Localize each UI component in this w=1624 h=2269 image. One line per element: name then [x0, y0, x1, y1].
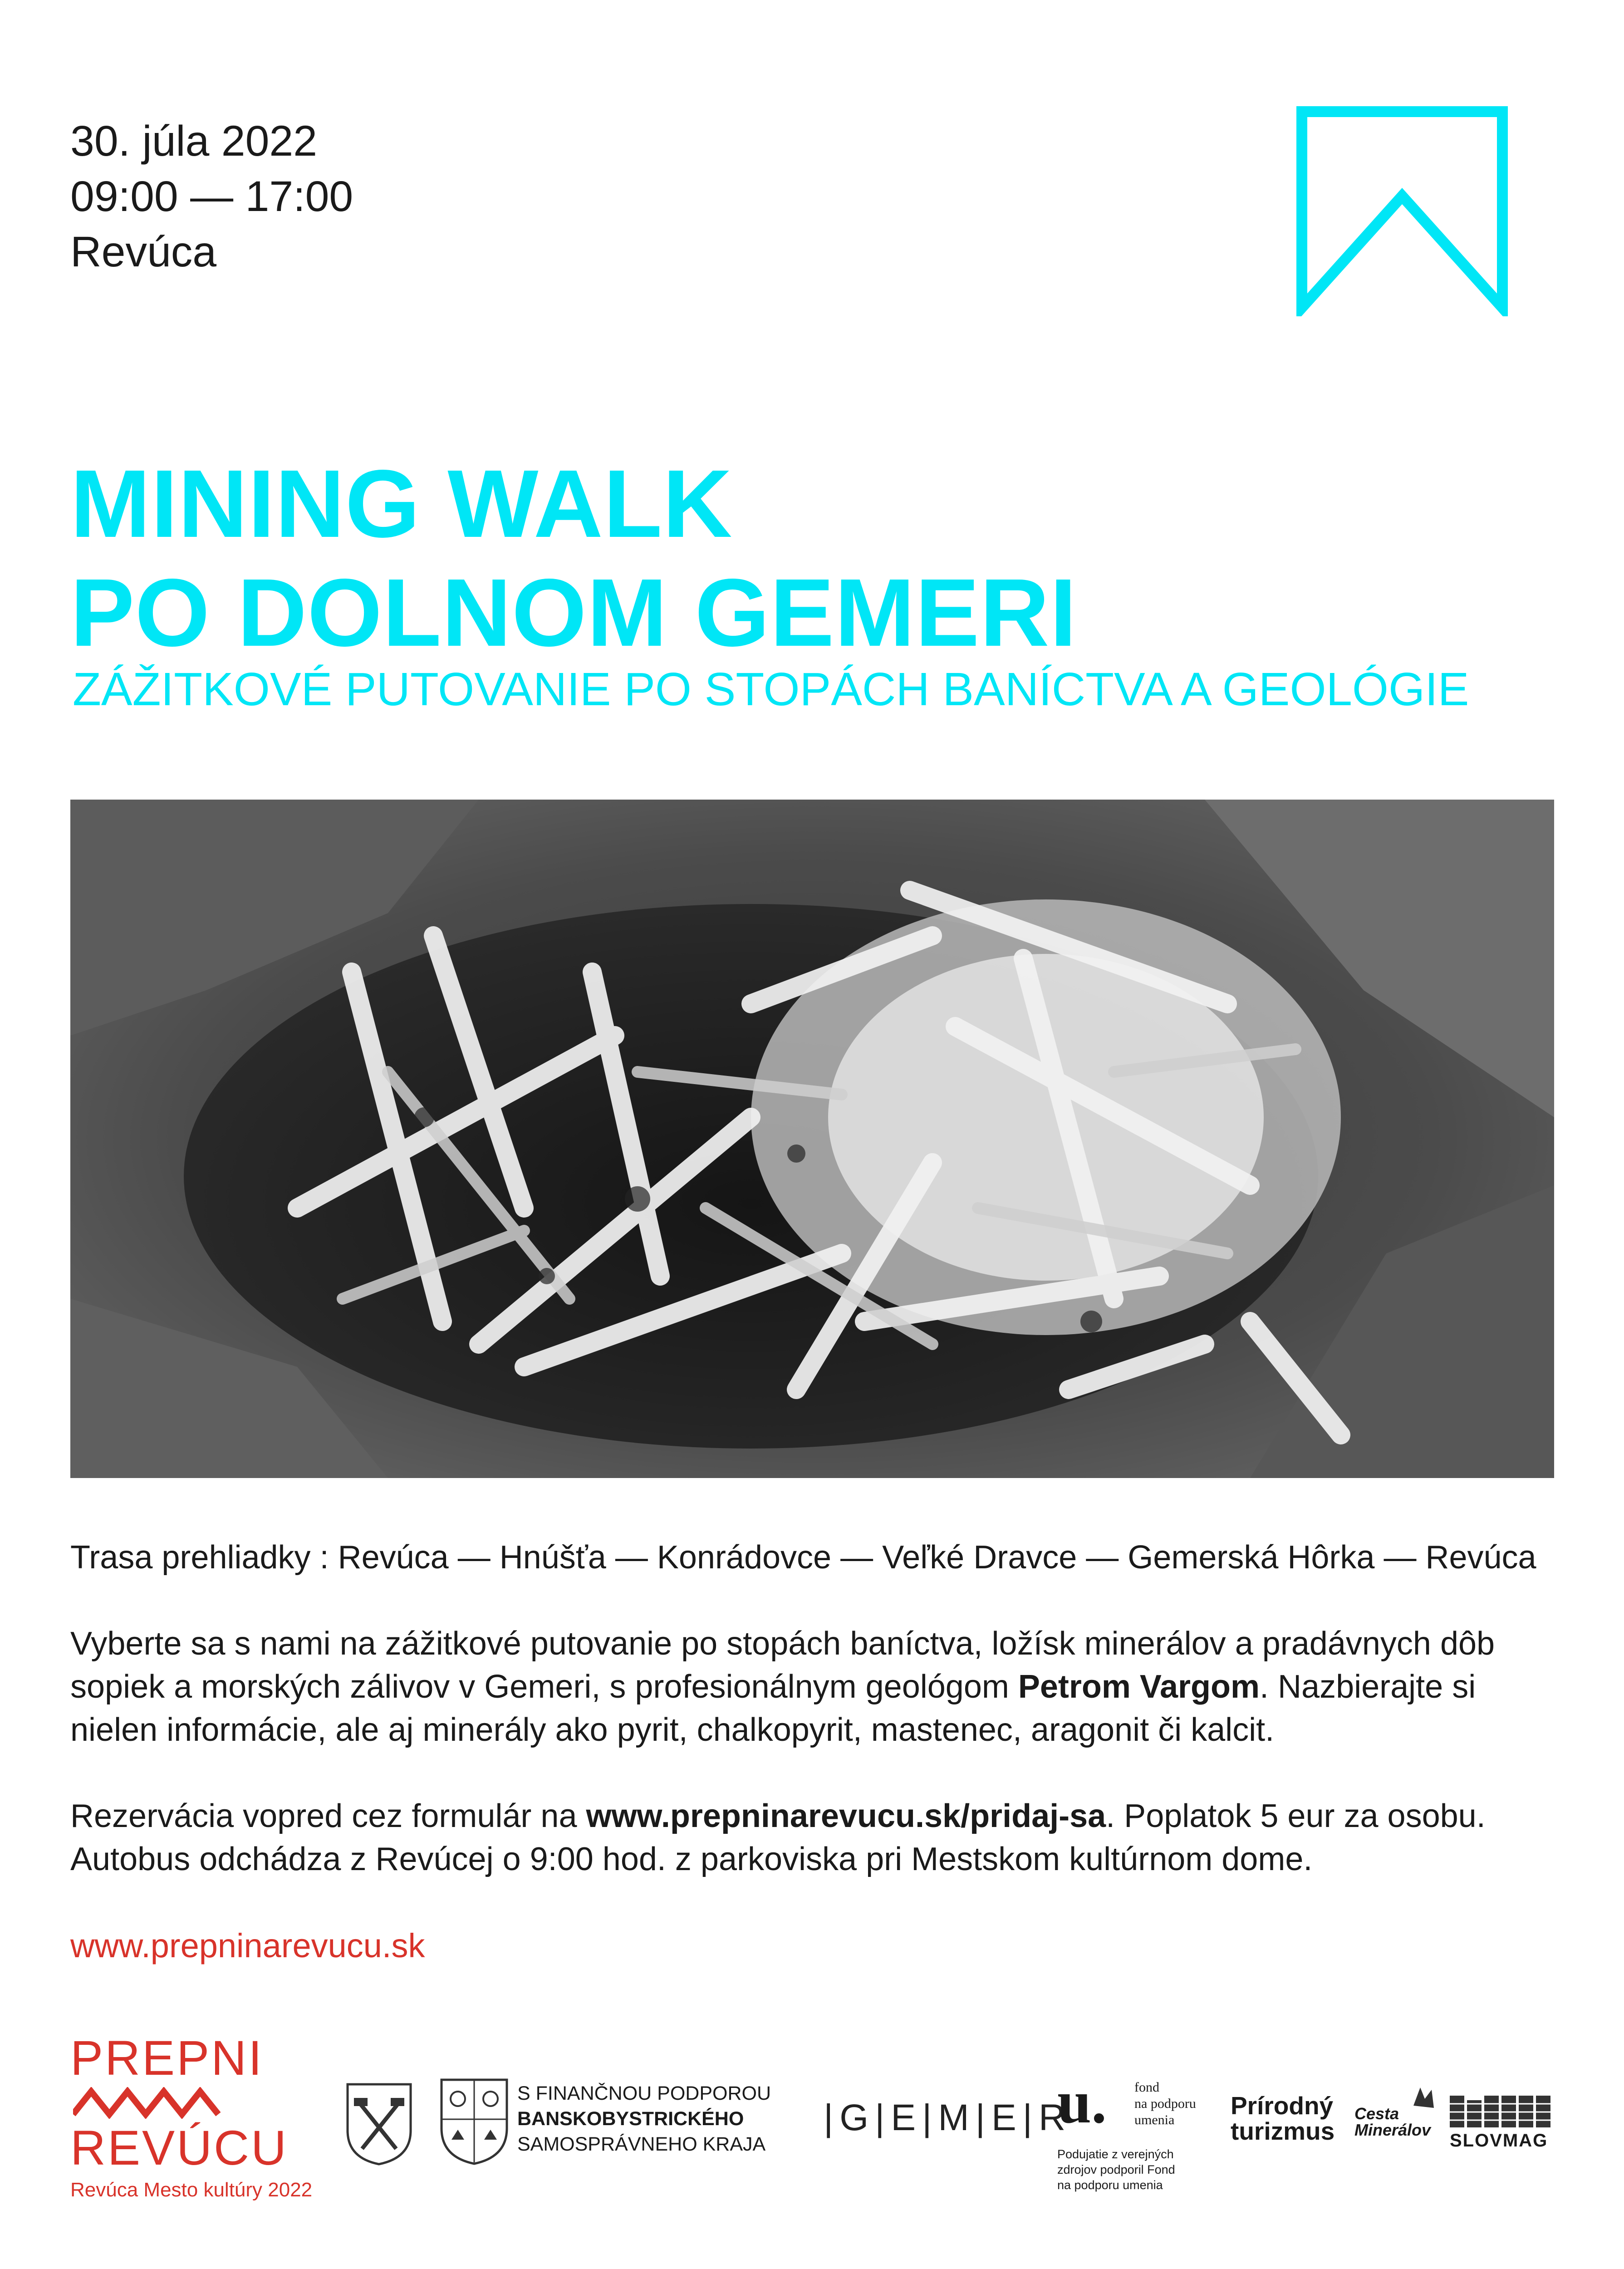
reservation-link[interactable]: www.prepninarevucu.sk/pridaj-sa [586, 1798, 1106, 1834]
fpu-text [1134, 2079, 1196, 2128]
gemer-logo: |G|E|M|E|R [824, 2097, 1072, 2138]
prirodny-turizmus-logo [1231, 2093, 1335, 2144]
fpu-note [1057, 2146, 1175, 2193]
route-text: Trasa prehliadky : Revúca — Hnúšťa — Konrádovce — Veľké Dravce — Gemerská Hôrka — Revúca [70, 1539, 1536, 1576]
event-description [70, 1536, 1559, 1924]
slovmag-text: SLOVMAG [1450, 2131, 1548, 2151]
description-text-b: . Nazbierajte si nielen informácie, ale aj minerály ako pyrit, chalkopyrit, mastenec, aragonit či kalcit. [70, 1669, 1476, 1748]
prepni-line1: PREPNI [70, 2030, 264, 2085]
event-time: 09:00 — 17:00 [70, 172, 353, 221]
event-meta [70, 113, 353, 280]
bookmark-logo-icon [1295, 105, 1509, 316]
event-subtitle: ZÁŽITKOVÉ PUTOVANIE PO STOPÁCH BANÍCTVA A GEOLÓGIE [73, 663, 1469, 715]
fpu-note1: Podujatie z verejných [1057, 2147, 1174, 2161]
fpu-note3: na podporu umenia [1057, 2178, 1163, 2192]
description-text-a: Vyberte sa s nami na zážitkové putovanie po stopách baníctva, ložísk minerálov a pradávnych dôb sopiek a morských zálivov v Gemeri, s profesionálnym geológom [70, 1626, 1495, 1705]
revuca-coat-of-arms-icon [344, 2081, 414, 2167]
prepni-tagline: Revúca Mesto kultúry 2022 [70, 2179, 313, 2201]
prepni-line2: REVÚCU [70, 2120, 289, 2175]
event-title [70, 449, 1077, 667]
pt-line2: turizmus [1231, 2117, 1335, 2145]
bbsk-coat-of-arms-icon [438, 2076, 510, 2167]
description-paragraph [70, 1622, 1559, 1752]
bbsk-text [517, 2081, 771, 2157]
fpu-note2: zdrojov podporil Fond [1057, 2163, 1175, 2176]
mineral-photo [70, 800, 1554, 1478]
cm-line2: Minerálov [1354, 2121, 1431, 2139]
guide-name: Petrom Vargom [1018, 1669, 1260, 1705]
cm-line1: Cesta [1354, 2104, 1399, 2123]
event-date: 30. júla 2022 [70, 117, 318, 165]
reservation-text-a: Rezervácia vopred cez formulár na [70, 1798, 586, 1834]
reservation-paragraph [70, 1795, 1559, 1881]
reservation-text-b: . Poplatok 5 eur za osobu. Autobus odchádza z Revúcej o 9:00 hod. z parkoviska pri Mestskom kultúrnom dome. [70, 1798, 1486, 1877]
website-link[interactable]: www.prepninarevucu.sk [70, 1927, 425, 1965]
title-line-2: PO DOLNOM GEMERI [70, 559, 1077, 666]
pt-line1: Prírodný [1231, 2092, 1334, 2120]
event-place: Revúca [70, 228, 217, 276]
fpu-line2: na podporu [1134, 2096, 1196, 2111]
mineral-icon [1411, 2085, 1436, 2112]
fpu-line1: fond [1134, 2080, 1159, 2095]
prepni-wave-icon [73, 2087, 223, 2119]
bbsk-line2: BANSKOBYSTRICKÉHO [517, 2108, 744, 2130]
bbsk-line3: SAMOSPRÁVNEHO KRAJA [517, 2133, 766, 2155]
fpu-mark: u. [1057, 2068, 1107, 2136]
fpu-line3: umenia [1134, 2112, 1175, 2127]
slovmag-logo-icon [1450, 2096, 1552, 2127]
prepni-revucu-logo [70, 2031, 312, 2201]
title-line-1: MINING WALK [70, 450, 733, 557]
bbsk-line1: S FINANČNOU PODPOROU [517, 2082, 771, 2104]
